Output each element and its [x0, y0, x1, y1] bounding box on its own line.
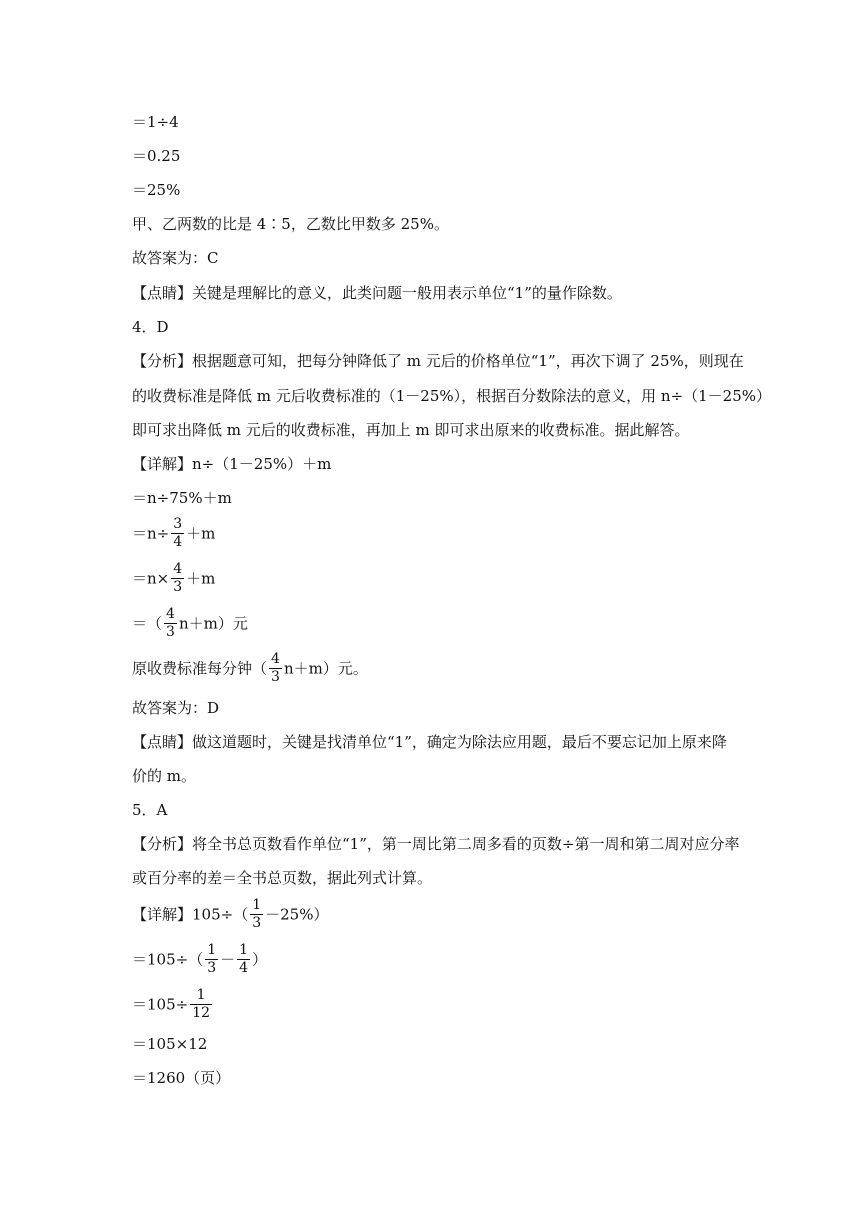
calc-text: 原收费标准每分钟（ — [132, 659, 268, 678]
question-number: 4．D — [132, 318, 169, 336]
calc-line: ＝1260（页） — [132, 1069, 231, 1087]
calc-text: ＝105÷ — [132, 995, 189, 1014]
calc-text: 【详解】105÷（ — [132, 905, 249, 924]
fraction-denominator: 4 — [173, 534, 183, 550]
calc-line: ＝25% — [132, 181, 181, 199]
calc-text: ＝105÷（ — [132, 950, 204, 969]
calc-text: ） — [252, 950, 268, 969]
fraction-numerator: 4 — [271, 651, 280, 667]
fraction — [237, 942, 250, 977]
fraction-numerator: 3 — [173, 516, 183, 532]
calc-text: ＝n× — [132, 569, 170, 588]
fraction-denominator: 3 — [173, 579, 183, 595]
calc-text: ＋m — [186, 569, 216, 588]
calc-text: ＋m — [186, 524, 216, 543]
analysis-line: 即可求出降低 m 元后的收费标准，再加上 m 即可求出原来的收费标准。据此解答。 — [132, 421, 690, 439]
fraction — [269, 651, 282, 686]
calc-text: n＋m）元。 — [283, 659, 368, 678]
fraction-denominator: 12 — [192, 1005, 211, 1021]
fraction-numerator: 1 — [190, 987, 212, 1005]
answer-line: 故答案为：C — [132, 249, 219, 267]
result-line-fraction — [132, 651, 368, 686]
comment-line: 【点睛】关键是理解比的意义，此类问题一般用表示单位“1”的量作除数。 — [132, 284, 622, 302]
fraction — [190, 987, 212, 1022]
fraction — [171, 561, 184, 596]
calc-line-fraction — [132, 987, 214, 1022]
analysis-line: 【分析】将全书总页数看作单位“1”，第一周比第二周多看的页数÷第一周和第二周对应分率 — [132, 835, 740, 853]
calc-text: －25%） — [265, 905, 329, 924]
calc-line: ＝1÷4 — [132, 113, 179, 131]
fraction-denominator: 3 — [252, 915, 262, 931]
fraction-numerator: 4 — [166, 606, 175, 622]
detail-line-fraction — [132, 897, 328, 932]
calc-line: ＝0.25 — [132, 147, 181, 165]
comment-line: 价的 m。 — [132, 767, 196, 785]
calc-text: n＋m）元 — [178, 614, 248, 633]
fraction — [171, 516, 184, 551]
fraction-numerator: 1 — [207, 942, 217, 958]
analysis-line: 【分析】根据题意可知，把每分钟降低了 m 元后的价格单位“1”，再次下调了 25%，则现在 — [132, 352, 744, 370]
calc-text: － — [220, 950, 236, 969]
fraction-denominator: 3 — [166, 624, 175, 640]
calc-text: ＝（ — [132, 614, 163, 633]
answer-line: 故答案为：D — [132, 699, 220, 717]
fraction-numerator: 1 — [239, 942, 249, 958]
analysis-line: 或百分率的差＝全书总页数，据此列式计算。 — [132, 869, 433, 887]
calc-line-fraction — [132, 606, 248, 641]
fraction-numerator: 4 — [173, 561, 183, 577]
fraction — [164, 606, 177, 641]
fraction-denominator: 4 — [239, 960, 249, 976]
calc-line-fraction — [132, 942, 267, 977]
calc-line: ＝n÷75%＋m — [132, 489, 232, 507]
fraction-denominator: 3 — [207, 960, 217, 976]
calc-line-fraction — [132, 561, 215, 596]
question-number: 5．A — [132, 801, 168, 819]
calc-text: ＝n÷ — [132, 524, 170, 543]
detail-line: 【详解】n÷（1－25%）＋m — [132, 455, 332, 473]
fraction-numerator: 1 — [252, 897, 262, 913]
fraction — [205, 942, 218, 977]
calc-line: ＝105×12 — [132, 1035, 208, 1053]
conclusion-line: 甲、乙两数的比是 4∶5，乙数比甲数多 25%。 — [132, 215, 449, 233]
comment-line: 【点睛】做这道题时，关键是找清单位“1”，确定为除法应用题，最后不要忘记加上原来降 — [132, 733, 727, 751]
analysis-line: 的收费标准是降低 m 元后收费标准的（1－25%），根据百分数除法的意义，用 n÷（1－25%） — [132, 387, 772, 405]
fraction — [250, 897, 263, 932]
calc-line-fraction — [132, 516, 215, 551]
fraction-denominator: 3 — [271, 669, 280, 685]
